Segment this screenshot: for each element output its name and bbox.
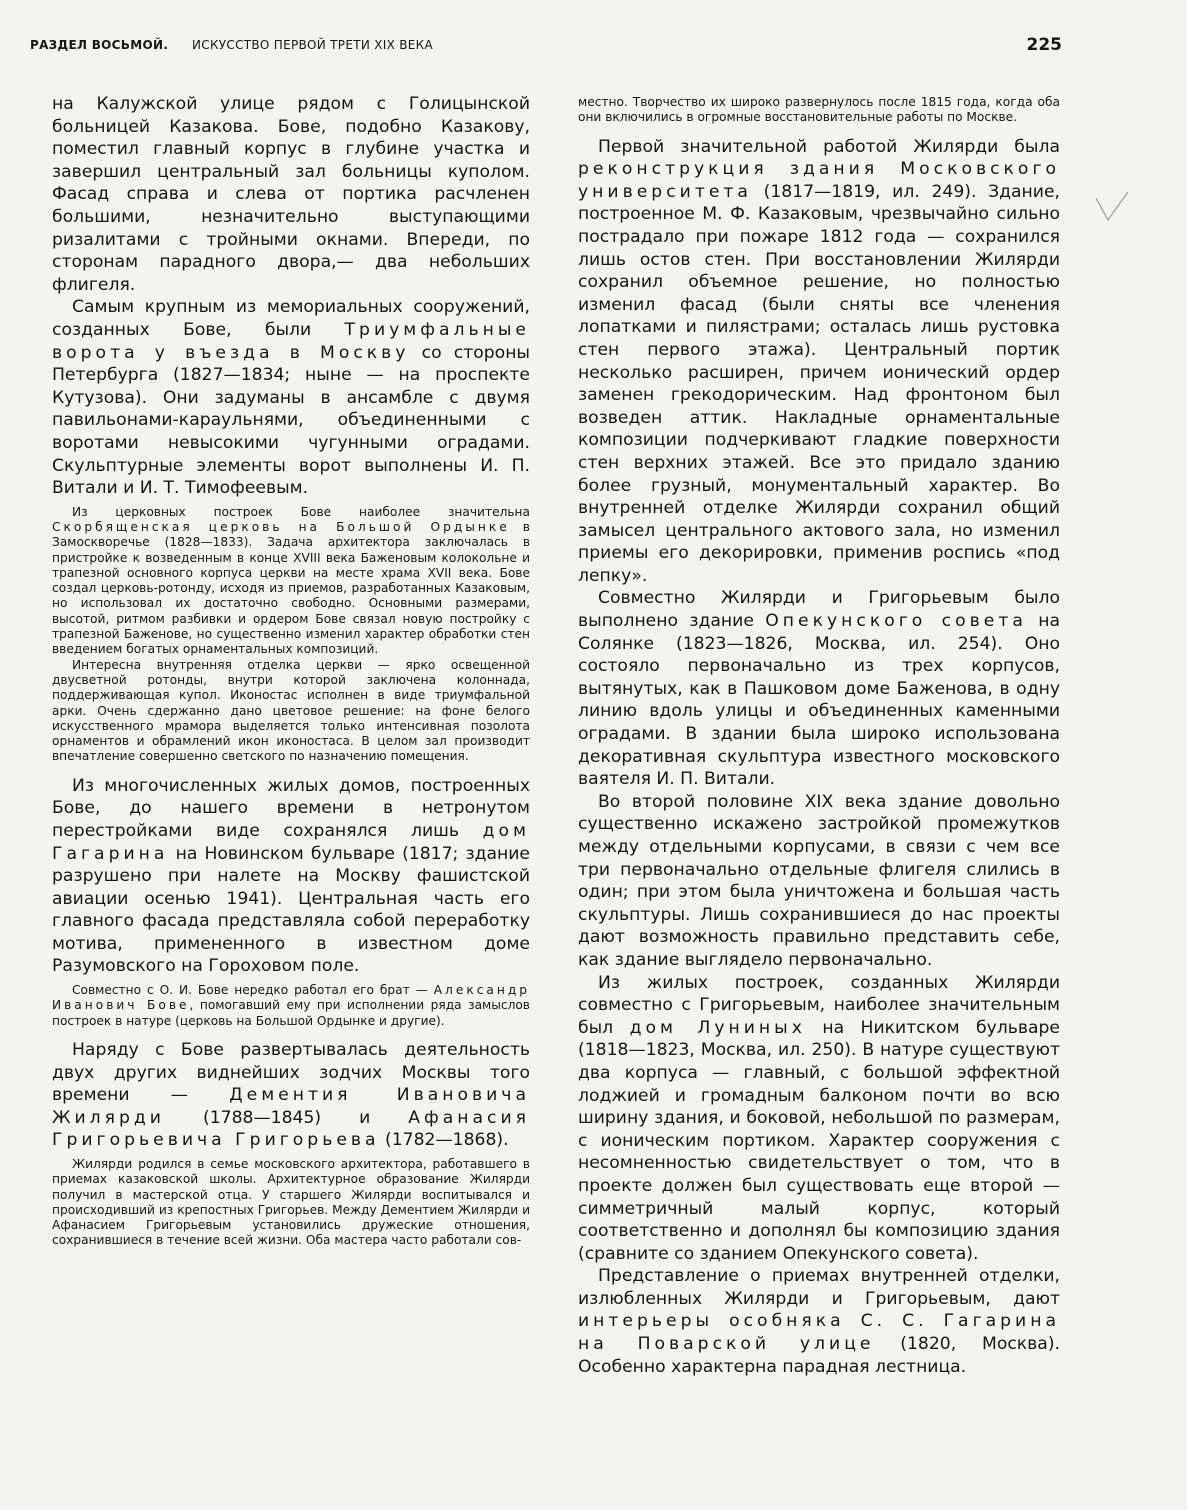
left-column bbox=[52, 93, 530, 1249]
text-run: на Никитском бульваре (1818—1823, Москва, ил. 250). В натуре существуют два корпуса — главный, с большой эффектной лоджией и громадным балконом почти во всю ширину здания, и боковой, небольшой по размерам, с ионическим портиком. Характер сооружения с несомненностью свидетельствует о том, что в проекте должен был существовать еще второй — симметричный малый корпус, который соответственно и дополнял бы композицию здания (сравните со зданием Опекунского совета). bbox=[578, 1017, 1061, 1264]
small-paragraph bbox=[52, 505, 530, 658]
text-run: Самым крупным из мемориальных сооружений, созданных Бове, были bbox=[52, 297, 530, 340]
emphasized-term: Скорбященская церковь на Большой Ордынке bbox=[52, 519, 510, 534]
paragraph bbox=[52, 775, 530, 978]
small-paragraph: Жилярди родился в семье московского архитектора, работавшего в приемах казаковской школы. Архитектурное образование Жилярди получил в мастерской отца. У старшего Жилярди воспитывался и происходивший из крепостных Григорьев. Между Дементием Жилярди и Афанасием Григорьевым установились дружеские отношения, сохранившиеся в течение всей жизни. Оба мастера часто работали сов- bbox=[52, 1156, 530, 1248]
text-run: на Новинском бульваре (1817; здание разрушено при налете на Москву фашистской авиации осенью 1941). Центральная часть его главного фасада представляла собой переработку мотива, примененного в известном доме Разумовского на Гороховом поле. bbox=[52, 843, 530, 977]
small-paragraph bbox=[52, 983, 530, 1029]
paragraph bbox=[578, 587, 1060, 790]
pencil-checkmark bbox=[1092, 190, 1132, 230]
page-number: 225 bbox=[1026, 35, 1062, 55]
text-run: Первой значительной работой Жилярди была bbox=[598, 136, 1060, 157]
text-run: (1817—1819, ил. 249). Здание, построенное М. Ф. Казаковым, чрезвычайно сильно пострадало при пожаре 1812 года — сохранился лишь остов стен. При восстановлении Жилярди сохранил объемное решение, но полностью изменил фасад (были сняты все членения лопатками и пилястрами; осталась лишь рустовка стен первого этажа). Центральный портик несколько расширен, причем ионический ордер заменен грекодорическим. Над фронтоном был возведен аттик. Накладные орнаментальные композиции подчеркивают гладкие поверхности стен верхних этажей. Все это придало зданию более грузный, монументальный характер. Во внутренней отделке Жилярди сохранил общий замысел центрального актового зала, но изменил приемы его декорировки, применив роспись «под лепку». bbox=[578, 181, 1060, 586]
text-run: со стороны Петербурга (1827—1834; ныне — на проспекте Кутузова). Они задуманы в ансамбле с двумя павильонами-караульнями, объединенными с воротами невысокими чугунными оградами. Скульптурные элементы ворот выполнены И. П. Витали и И. Т. Тимофеевым. bbox=[52, 342, 530, 499]
small-paragraph: Интересна внутренняя отделка церкви — ярко освещенной двусветной ротонды, внутри которой заключена колоннада, поддерживающая купол. Иконостас исполнен в виде триумфальной арки. Очень сдержанно дано цветовое решение: на фоне белого искусственного мрамора выделяется только интенсивная позолота орнаментов и обрамлений икон иконостаса. В целом зал производит впечатление совершенно светского по назначению помещения. bbox=[52, 657, 530, 764]
page-header bbox=[30, 35, 1062, 60]
paragraph bbox=[52, 1039, 530, 1152]
text-run: (1782—1868). bbox=[379, 1130, 509, 1151]
text-run: , помогавший ему при исполнении ряда замыслов построек в натуре (церковь на Большой Ордынке и другие). bbox=[52, 998, 530, 1028]
running-title: ИСКУССТВО ПЕРВОЙ ТРЕТИ XIX ВЕКА bbox=[192, 38, 433, 52]
text-run: Представление о приемах внутренней отделки, излюбленных Жилярди и Григорьевым, дают bbox=[578, 1266, 1060, 1309]
paragraph bbox=[578, 972, 1060, 1266]
emphasized-term: Опекунского совета bbox=[765, 611, 1027, 632]
text-run: Наряду с Бове развертывалась деятельность двух других виднейших зодчих Москвы того времени — bbox=[52, 1039, 530, 1106]
text-run: на Солянке (1823—1826, Москва, ил. 254). Оно состояло первоначально из трех корпусов, вытянутых, как в Пашковом доме Баженова, в одну линию вдоль улицы и объединенных каменными оградами. В здании была широко использована декоративная скульптура известного московского ваятеля И. П. Витали. bbox=[578, 611, 1061, 790]
emphasized-term: Александр Иванович Бове bbox=[52, 983, 530, 1013]
emphasized-term: дом Гагарина bbox=[52, 820, 530, 864]
text-run: (1820, Москва). Особенно характерна парадная лестница. bbox=[578, 1334, 1061, 1377]
emphasized-term: Дементия Ивановича Жилярди bbox=[52, 1085, 530, 1128]
text-run: Из церковных построек Бове наиболее значительна bbox=[72, 504, 530, 519]
paragraph: на Калужской улице рядом с Голицынской больницей Казакова. Бове, подобно Казакову, поместил главный корпус в глубине участка и завершил центральный зал больницы куполом. Фасад справа и слева от портика расчленен большими, незначительно выступающими ризалитами с тройными окнами. Впереди, по сторонам парадного двора,— два небольших флигеля. bbox=[52, 94, 530, 295]
section-label: РАЗДЕЛ ВОСЬМОЙ. bbox=[30, 38, 169, 52]
emphasized-term: дом Луниных bbox=[629, 1017, 806, 1038]
paragraph bbox=[578, 136, 1060, 588]
emphasized-term: Афанасия Григорьевича Григорьева bbox=[52, 1107, 530, 1151]
small-paragraph: местно. Творчество их широко развернулось после 1815 года, когда оба они включились в огромные восстановительные работы по Москве. bbox=[578, 95, 1060, 125]
text-run: (1788—1845) и bbox=[164, 1107, 409, 1128]
emphasized-term: реконструкция здания Московского университета bbox=[578, 159, 1060, 202]
text-run: Из многочисленных жилых домов, построенных Бове, до нашего времени в нетронутом перестройками виде сохранялся лишь bbox=[52, 775, 530, 841]
paragraph: Во второй половине XIX века здание довольно существенно искажено застройкой промежутков между отдельными корпусами, в связи с чем все три первоначально отдельные флигеля слились в один; при этом была уничтожена и большая часть скульптуры. Лишь сохранившиеся до нас проекты дают возможность правильно представить себе, как здание выглядело первоначально. bbox=[578, 791, 1060, 970]
text-run: в Замоскворечье (1828—1833). Задача архитектора заключалась в пристройке к возведенным в конце XVIII века Баженовым колокольне и трапезной основного корпуса церкви на месте храма XVII века. Бове создал церковь-ротонду, исходя из приемов, разработанных Казаковым, но использовал их достаточно свободно. Основными размерами, высотой, ритмом разбивки и ордером Бове связал новую постройку с трапезной Баженове, но существенно изменил характер обработки стен введением богатых орнаментальных композиций. bbox=[52, 519, 530, 657]
text-run: Из жилых построек, созданных Жилярди совместно с Григорьевым, наиболее значительным был bbox=[578, 972, 1060, 1038]
emphasized-term: интерьеры особняка С. С. Гагарина на Поварской улице bbox=[578, 1311, 1060, 1355]
paragraph bbox=[578, 1265, 1060, 1378]
text-run: Совместно Жилярди и Григорьевым было выполнено здание bbox=[578, 588, 1060, 632]
right-column bbox=[578, 95, 1060, 1378]
text-run: Совместно с О. И. Бове нередко работал его брат — bbox=[72, 983, 434, 998]
emphasized-term: Триумфальные ворота у въезда в Москву bbox=[52, 319, 530, 363]
paragraph bbox=[52, 296, 530, 499]
